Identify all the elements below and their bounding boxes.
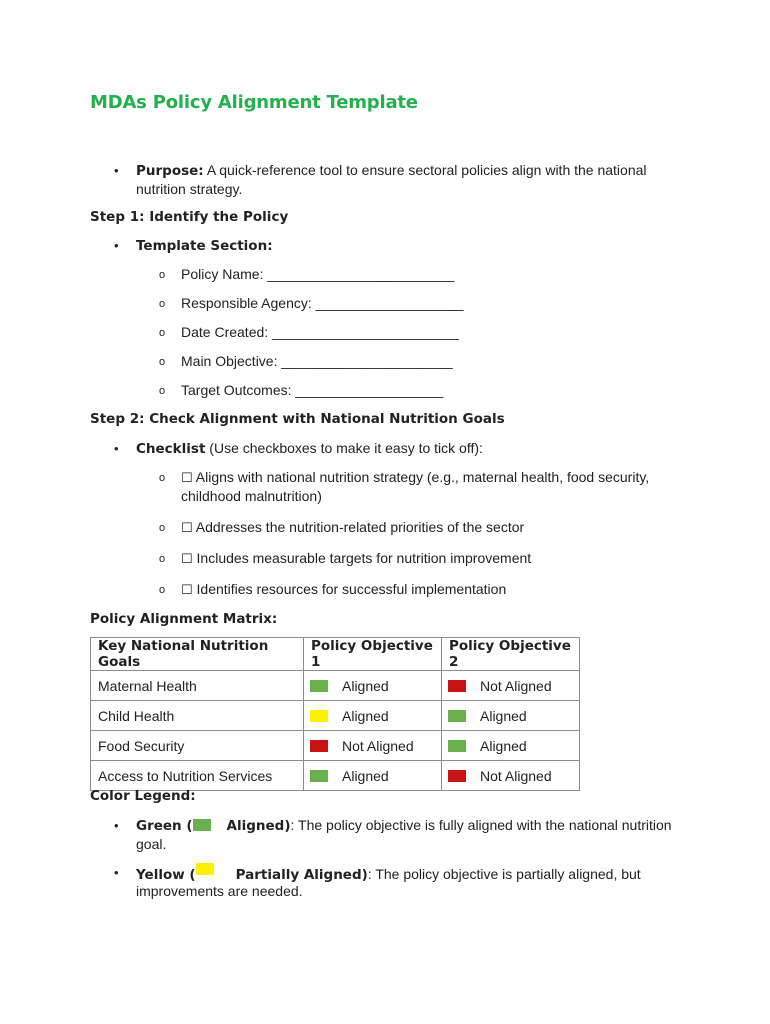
- sub-bullet-icon: o: [159, 472, 166, 484]
- checklist-line: [136, 439, 483, 459]
- alignment-matrix: [90, 637, 580, 791]
- table-header-row: [91, 638, 580, 671]
- legend-heading: Color Legend:: [90, 788, 196, 804]
- purpose-text: A quick-reference tool to ensure sectoral policies align with the national: [203, 162, 647, 178]
- purpose-line: [136, 161, 647, 181]
- step1-heading: Step 1: Identify the Policy: [90, 209, 289, 225]
- checklist-label: Checklist: [136, 441, 206, 457]
- legend-green-line: Green ( Aligned): The policy objective is fully aligned with the national nutrition: [136, 817, 672, 834]
- field-main-objective: Main Objective: ______________________: [181, 353, 453, 369]
- legend-yellow-line: Yellow ( Partially Aligned): The policy objective is partially aligned, but: [136, 863, 641, 885]
- status-swatch: [310, 770, 328, 782]
- legend-green-cont: goal.: [136, 836, 167, 852]
- sub-bullet-icon: o: [159, 298, 166, 310]
- goal-cell: Food Security: [91, 731, 304, 761]
- checklist-item: ☐ Aligns with national nutrition strategy (e.g., maternal health, food security,: [181, 469, 650, 486]
- status-swatch: [310, 740, 328, 752]
- checkbox-icon[interactable]: ☐: [181, 552, 193, 567]
- bullet-icon: •: [114, 163, 119, 178]
- status-cell: Aligned: [304, 761, 442, 791]
- status-cell: Aligned: [304, 671, 442, 701]
- green-swatch: [193, 819, 211, 831]
- status-swatch: [448, 770, 466, 782]
- column-header: Policy Objective 2: [442, 638, 580, 671]
- purpose-text-cont: nutrition strategy.: [136, 181, 243, 197]
- sub-bullet-icon: o: [159, 327, 166, 339]
- column-header: Policy Objective 1: [304, 638, 442, 671]
- checklist-item: ☐ Includes measurable targets for nutrition improvement: [181, 550, 532, 567]
- matrix-heading: Policy Alignment Matrix:: [90, 611, 278, 627]
- template-section-label: Template Section:: [136, 238, 273, 254]
- table-row: [91, 671, 580, 701]
- purpose-label: Purpose:: [136, 163, 204, 179]
- status-swatch: [310, 710, 328, 722]
- field-responsible-agency: Responsible Agency: ___________________: [181, 295, 464, 311]
- goal-cell: Child Health: [91, 701, 304, 731]
- sub-bullet-icon: o: [159, 584, 166, 596]
- bullet-icon: •: [114, 441, 119, 456]
- yellow-swatch: [196, 863, 214, 875]
- checklist-note: (Use checkboxes to make it easy to tick off):: [205, 440, 483, 456]
- table-row: [91, 761, 580, 791]
- sub-bullet-icon: o: [159, 269, 166, 281]
- status-swatch: [448, 710, 466, 722]
- field-target-outcomes: Target Outcomes: ___________________: [181, 382, 444, 398]
- checkbox-icon[interactable]: ☐: [181, 521, 193, 536]
- goal-cell: Maternal Health: [91, 671, 304, 701]
- table-row: [91, 731, 580, 761]
- column-header: Key National Nutrition Goals: [91, 638, 304, 671]
- status-swatch: [448, 740, 466, 752]
- status-cell: Aligned: [442, 701, 580, 731]
- status-cell: Not Aligned: [442, 671, 580, 701]
- checkbox-icon[interactable]: ☐: [181, 583, 193, 598]
- bullet-icon: •: [114, 818, 119, 833]
- document-title: MDAs Policy Alignment Template: [90, 92, 418, 113]
- field-date-created: Date Created: ________________________: [181, 324, 459, 340]
- sub-bullet-icon: o: [159, 385, 166, 397]
- status-cell: Aligned: [304, 701, 442, 731]
- status-cell: Aligned: [442, 731, 580, 761]
- sub-bullet-icon: o: [159, 356, 166, 368]
- field-policy-name: Policy Name: ________________________: [181, 266, 455, 282]
- status-swatch: [448, 680, 466, 692]
- sub-bullet-icon: o: [159, 522, 166, 534]
- status-swatch: [310, 680, 328, 692]
- checklist-item: ☐ Identifies resources for successful implementation: [181, 581, 507, 598]
- status-cell: Not Aligned: [304, 731, 442, 761]
- checkbox-icon[interactable]: ☐: [181, 471, 193, 486]
- checklist-item: ☐ Addresses the nutrition-related priorities of the sector: [181, 519, 525, 536]
- bullet-icon: •: [114, 865, 119, 880]
- step2-heading: Step 2: Check Alignment with National Nutrition Goals: [90, 411, 505, 427]
- bullet-icon: •: [114, 238, 119, 253]
- checklist-item-cont: childhood malnutrition): [181, 488, 322, 504]
- table-row: [91, 701, 580, 731]
- legend-yellow-cont: improvements are needed.: [136, 883, 303, 899]
- sub-bullet-icon: o: [159, 553, 166, 565]
- status-cell: Not Aligned: [442, 761, 580, 791]
- goal-cell: Access to Nutrition Services: [91, 761, 304, 791]
